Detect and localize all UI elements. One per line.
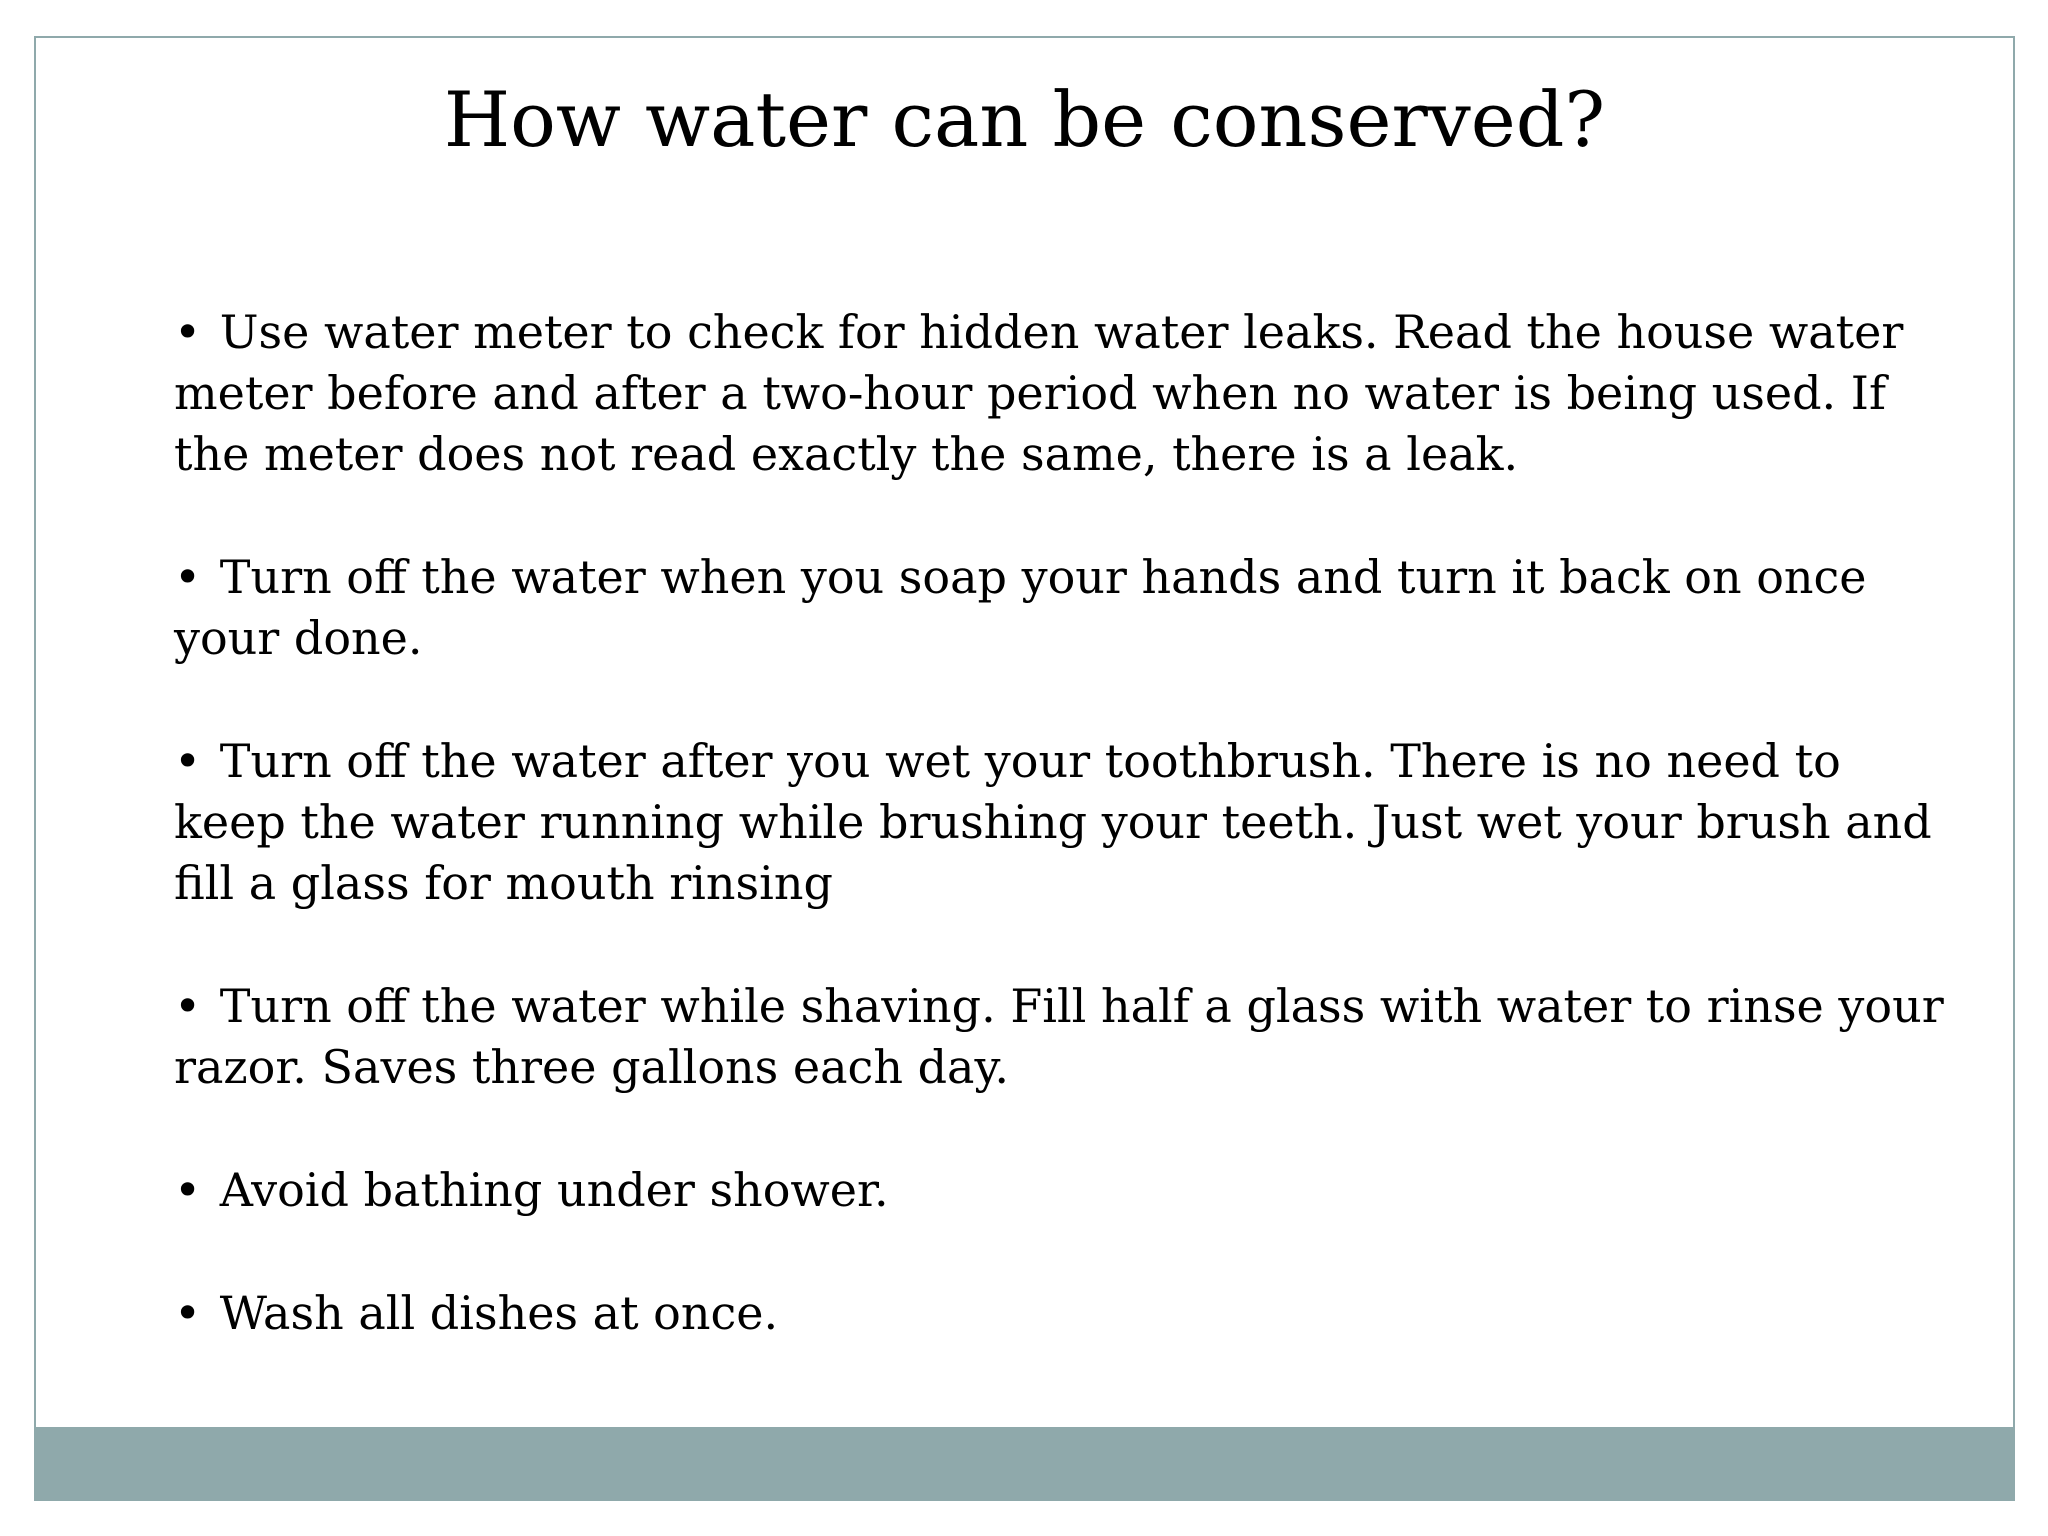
bullet-list [174,302,1954,1406]
bullet-dot: • [174,305,202,359]
bullet-item [174,731,1954,914]
bullet-text: Turn off the water after you wet your toothbrush. There is no need to keep the water running while brushing your teeth. Just wet your brush and fill a glass for mouth rinsing [174,734,1932,910]
bullet-dot: • [174,550,202,604]
slide [34,36,2015,1501]
bullet-dot: • [174,979,202,1033]
bullet-text: Wash all dishes at once. [219,1286,779,1340]
bullet-item [174,547,1954,669]
bullet-dot: • [174,1163,202,1217]
bullet-item [174,1283,1954,1344]
bullet-item [174,1160,1954,1221]
bullet-dot: • [174,734,202,788]
bullet-text: Use water meter to check for hidden water leaks. Read the house water meter before and after a two-hour period when no water is being used. If the meter does not read exactly the same, there is a leak. [174,305,1904,481]
bullet-text: Avoid bathing under shower. [219,1163,889,1217]
slide-title: How water can be conserved? [443,75,1606,164]
bullet-dot: • [174,1286,202,1340]
bullet-item [174,302,1954,485]
bullet-text: Turn off the water when you soap your hands and turn it back on once your done. [174,550,1867,665]
footer-accent-bar [36,1427,2013,1499]
bullet-item [174,976,1954,1098]
bullet-text: Turn off the water while shaving. Fill half a glass with water to rinse your razor. Saves three gallons each day. [174,979,1944,1094]
